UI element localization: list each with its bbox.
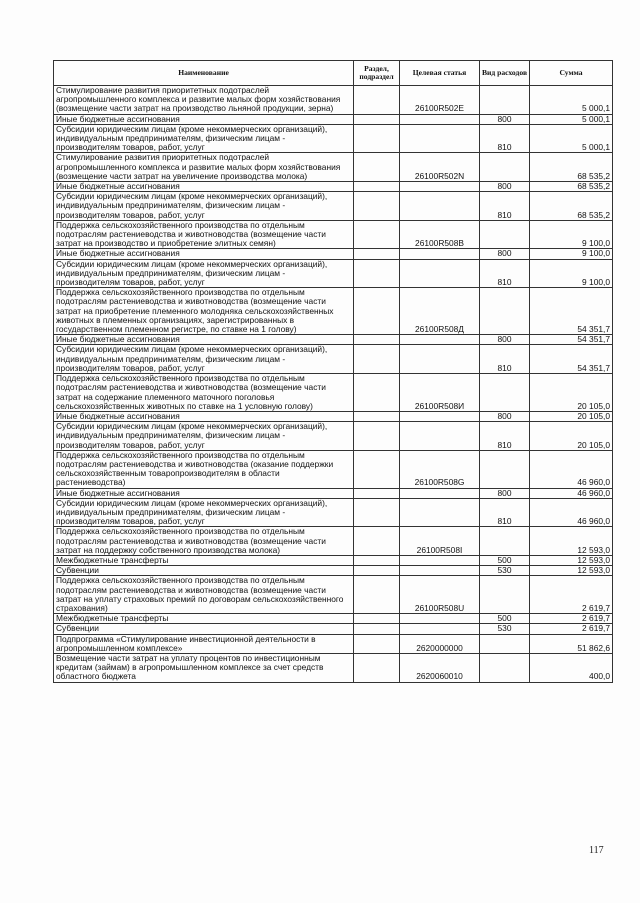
cell-type — [480, 450, 530, 488]
cell-type: 810 — [480, 422, 530, 451]
cell-target: 26100R508Д — [400, 288, 480, 335]
cell-sum: 68 535,2 — [530, 182, 613, 192]
table-row — [54, 335, 613, 345]
table-row — [54, 624, 613, 634]
cell-name: Стимулирование развития приоритетных подотраслей агропромышленного комплекса и развитие малых форм хозяйствования (возмещение части затрат на увеличение производства молока) — [54, 153, 354, 182]
cell-target: 26100R502E — [400, 86, 480, 115]
table-row — [54, 653, 613, 682]
cell-section — [354, 192, 400, 221]
cell-sum: 2 619,7 — [530, 624, 613, 634]
cell-section — [354, 153, 400, 182]
table-row — [54, 634, 613, 653]
cell-sum: 20 105,0 — [530, 411, 613, 421]
cell-name: Субсидии юридическим лицам (кроме некоммерческих организаций), индивидуальным предпринимателям, физическим лицам - производителям товаров, работ, услуг — [54, 259, 354, 288]
header-section: Раздел, подраздел — [354, 61, 400, 86]
cell-section — [354, 288, 400, 335]
table-row — [54, 374, 613, 412]
table-row — [54, 345, 613, 374]
cell-type: 800 — [480, 114, 530, 124]
cell-sum: 9 100,0 — [530, 220, 613, 249]
table-row — [54, 182, 613, 192]
cell-sum: 68 535,2 — [530, 192, 613, 221]
cell-section — [354, 335, 400, 345]
cell-type: 800 — [480, 182, 530, 192]
cell-name: Иные бюджетные ассигнования — [54, 335, 354, 345]
table-row — [54, 153, 613, 182]
cell-name: Субвенции — [54, 624, 354, 634]
cell-target — [400, 124, 480, 153]
cell-type: 530 — [480, 624, 530, 634]
table-row — [54, 614, 613, 624]
cell-target — [400, 498, 480, 527]
table-row — [54, 498, 613, 527]
cell-name: Иные бюджетные ассигнования — [54, 114, 354, 124]
table-row — [54, 249, 613, 259]
table-row — [54, 576, 613, 614]
header-type: Вид расходов — [480, 61, 530, 86]
cell-name: Поддержка сельскохозяйственного производства по отдельным подотраслям растениеводства и животноводства (возмещение части затрат на приобретение племенного молодняка сельскохозяйственных животных в племенных организациях, зарегистрированных в государственном племенном регистре, по ставке на 1 голову) — [54, 288, 354, 335]
cell-section — [354, 634, 400, 653]
cell-sum: 68 535,2 — [530, 153, 613, 182]
cell-target — [400, 566, 480, 576]
cell-type — [480, 86, 530, 115]
table-row — [54, 114, 613, 124]
table-header-row — [54, 61, 613, 86]
cell-name: Подпрограмма «Стимулирование инвестиционной деятельности в агропромышленном комплексе» — [54, 634, 354, 653]
cell-target — [400, 182, 480, 192]
cell-section — [354, 124, 400, 153]
cell-section — [354, 488, 400, 498]
cell-target: 26100R502N — [400, 153, 480, 182]
cell-sum: 20 105,0 — [530, 422, 613, 451]
cell-sum: 12 593,0 — [530, 527, 613, 556]
cell-name: Субсидии юридическим лицам (кроме некоммерческих организаций), индивидуальным предпринимателям, физическим лицам - производителям товаров, работ, услуг — [54, 192, 354, 221]
cell-name: Иные бюджетные ассигнования — [54, 411, 354, 421]
cell-target — [400, 249, 480, 259]
table-row — [54, 450, 613, 488]
cell-type: 800 — [480, 488, 530, 498]
cell-name: Субсидии юридическим лицам (кроме некоммерческих организаций), индивидуальным предпринимателям, физическим лицам - производителям товаров, работ, услуг — [54, 422, 354, 451]
cell-target — [400, 335, 480, 345]
cell-name: Поддержка сельскохозяйственного производства по отдельным подотраслям растениеводства и животноводства (возмещение части затрат на поддержку собственного производства молока) — [54, 527, 354, 556]
cell-type — [480, 634, 530, 653]
cell-section — [354, 86, 400, 115]
table-row — [54, 124, 613, 153]
cell-type: 500 — [480, 555, 530, 565]
table-row — [54, 411, 613, 421]
cell-target — [400, 192, 480, 221]
cell-type: 810 — [480, 192, 530, 221]
cell-sum: 54 351,7 — [530, 335, 613, 345]
cell-target: 26100R508И — [400, 374, 480, 412]
cell-sum: 9 100,0 — [530, 259, 613, 288]
cell-section — [354, 422, 400, 451]
cell-name: Иные бюджетные ассигнования — [54, 182, 354, 192]
cell-section — [354, 614, 400, 624]
cell-name: Иные бюджетные ассигнования — [54, 249, 354, 259]
cell-name: Поддержка сельскохозяйственного производства по отдельным подотраслям растениеводства и животноводства (оказание поддержки сельскохозяйственным товаропроизводителям в области растениеводства) — [54, 450, 354, 488]
cell-section — [354, 653, 400, 682]
cell-sum: 54 351,7 — [530, 345, 613, 374]
table-row — [54, 86, 613, 115]
cell-target: 2620000000 — [400, 634, 480, 653]
cell-section — [354, 498, 400, 527]
cell-type: 810 — [480, 259, 530, 288]
cell-type — [480, 220, 530, 249]
table-row — [54, 259, 613, 288]
cell-name: Стимулирование развития приоритетных подотраслей агропромышленного комплекса и развитие малых форм хозяйствования (возмещение части затрат на производство льняной продукции, зерна) — [54, 86, 354, 115]
table-row — [54, 288, 613, 335]
cell-type: 810 — [480, 498, 530, 527]
cell-sum: 2 619,7 — [530, 576, 613, 614]
cell-target — [400, 614, 480, 624]
cell-sum: 46 960,0 — [530, 488, 613, 498]
cell-target — [400, 114, 480, 124]
cell-name: Субсидии юридическим лицам (кроме некоммерческих организаций), индивидуальным предпринимателям, физическим лицам - производителям товаров, работ, услуг — [54, 345, 354, 374]
cell-section — [354, 259, 400, 288]
cell-type: 530 — [480, 566, 530, 576]
cell-section — [354, 374, 400, 412]
header-sum: Сумма — [530, 61, 613, 86]
cell-name: Субсидии юридическим лицам (кроме некоммерческих организаций), индивидуальным предпринимателям, физическим лицам - производителям товаров, работ, услуг — [54, 124, 354, 153]
table-body — [54, 86, 613, 683]
cell-type — [480, 527, 530, 556]
cell-name: Межбюджетные трансферты — [54, 614, 354, 624]
cell-type: 810 — [480, 124, 530, 153]
cell-section — [354, 114, 400, 124]
cell-target — [400, 488, 480, 498]
cell-sum: 20 105,0 — [530, 374, 613, 412]
cell-target: 26100R508I — [400, 527, 480, 556]
cell-name: Иные бюджетные ассигнования — [54, 488, 354, 498]
cell-target: 2620060010 — [400, 653, 480, 682]
page-number: 117 — [589, 845, 604, 856]
cell-type — [480, 153, 530, 182]
cell-target — [400, 624, 480, 634]
cell-section — [354, 576, 400, 614]
header-name: Наименование — [54, 61, 354, 86]
cell-target — [400, 555, 480, 565]
header-target: Целевая статья — [400, 61, 480, 86]
cell-type: 810 — [480, 345, 530, 374]
cell-target — [400, 411, 480, 421]
cell-sum: 5 000,1 — [530, 86, 613, 115]
cell-sum: 46 960,0 — [530, 450, 613, 488]
cell-name: Субсидии юридическим лицам (кроме некоммерческих организаций), индивидуальным предпринимателям, физическим лицам - производителям товаров, работ, услуг — [54, 498, 354, 527]
cell-type — [480, 576, 530, 614]
cell-sum: 46 960,0 — [530, 498, 613, 527]
cell-sum: 5 000,1 — [530, 114, 613, 124]
cell-target — [400, 259, 480, 288]
table-row — [54, 527, 613, 556]
table-row — [54, 220, 613, 249]
cell-section — [354, 555, 400, 565]
cell-section — [354, 249, 400, 259]
cell-type: 500 — [480, 614, 530, 624]
cell-target — [400, 422, 480, 451]
cell-sum: 2 619,7 — [530, 614, 613, 624]
cell-section — [354, 566, 400, 576]
budget-table — [53, 60, 613, 683]
cell-section — [354, 345, 400, 374]
cell-section — [354, 450, 400, 488]
cell-target: 26100R508U — [400, 576, 480, 614]
cell-name: Поддержка сельскохозяйственного производства по отдельным подотраслям растениеводства и животноводства (возмещение части затрат на содержание племенного маточного поголовья сельскохозяйственных животных по ставке на 1 условную голову) — [54, 374, 354, 412]
cell-type — [480, 653, 530, 682]
cell-sum: 54 351,7 — [530, 288, 613, 335]
table-row — [54, 566, 613, 576]
cell-sum: 12 593,0 — [530, 566, 613, 576]
cell-target: 26100R508B — [400, 220, 480, 249]
table-row — [54, 192, 613, 221]
cell-section — [354, 411, 400, 421]
cell-sum: 12 593,0 — [530, 555, 613, 565]
cell-name: Поддержка сельскохозяйственного производства по отдельным подотраслям растениеводства и животноводства (возмещение части затрат на производство и приобретение элитных семян) — [54, 220, 354, 249]
cell-section — [354, 182, 400, 192]
cell-sum: 400,0 — [530, 653, 613, 682]
cell-type — [480, 288, 530, 335]
cell-sum: 51 862,6 — [530, 634, 613, 653]
cell-target — [400, 345, 480, 374]
cell-type: 800 — [480, 249, 530, 259]
cell-name: Поддержка сельскохозяйственного производства по отдельным подотраслям растениеводства и животноводства (возмещение части затрат на уплату страховых премий по договорам сельскохозяйственного страхования) — [54, 576, 354, 614]
table-row — [54, 555, 613, 565]
cell-section — [354, 220, 400, 249]
cell-type: 800 — [480, 411, 530, 421]
cell-target: 26100R508G — [400, 450, 480, 488]
table-row — [54, 422, 613, 451]
cell-name: Межбюджетные трансферты — [54, 555, 354, 565]
cell-name: Субвенции — [54, 566, 354, 576]
cell-name: Возмещение части затрат на уплату процентов по инвестиционным кредитам (займам) в агропромышленном комплексе за счет средств областного бюджета — [54, 653, 354, 682]
cell-type: 800 — [480, 335, 530, 345]
cell-type — [480, 374, 530, 412]
cell-section — [354, 527, 400, 556]
cell-section — [354, 624, 400, 634]
cell-sum: 9 100,0 — [530, 249, 613, 259]
cell-sum: 5 000,1 — [530, 124, 613, 153]
table-row — [54, 488, 613, 498]
